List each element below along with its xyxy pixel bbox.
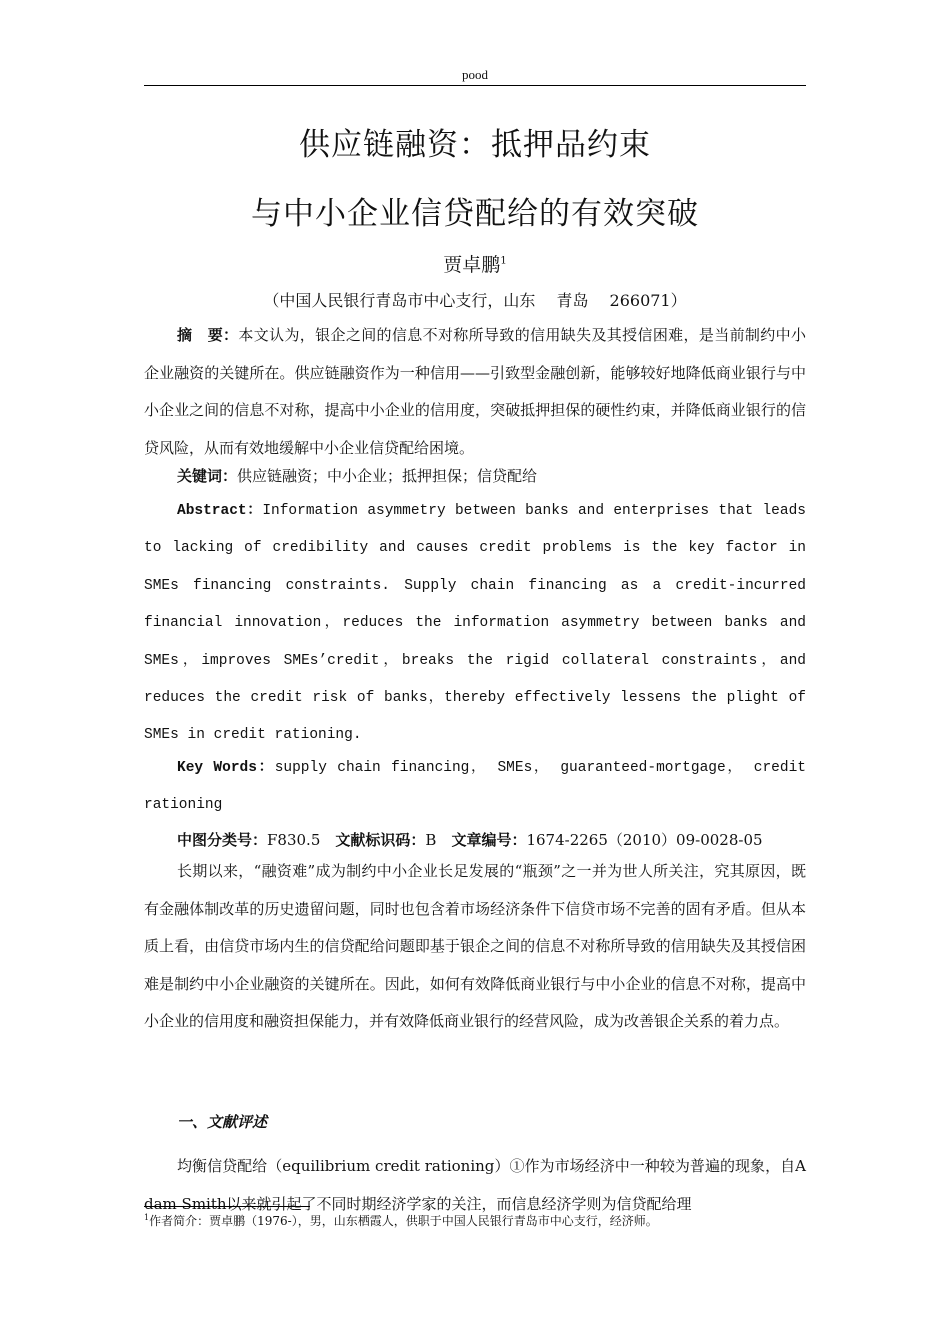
keywords-en-label: Key Words：	[177, 760, 275, 776]
title-line-2: 与中小企业信贷配给的有效突破	[251, 196, 699, 232]
keywords-en-text: supply chain financing， SMEs， guaranteed-mortgage， credit rationing	[144, 760, 806, 814]
keywords-zh-text: 供应链融资；中小企业；抵押担保；信贷配给	[237, 467, 538, 485]
footnote	[144, 1212, 806, 1229]
author-name: 贾卓鹏	[443, 254, 501, 276]
abstract-en-label: Abstract：	[177, 503, 263, 519]
keywords-en	[144, 750, 806, 825]
abstract-en-text: Information asymmetry between banks and enterprises that leads to lacking of credibility and causes credit problems is the key factor in SMEs financing constraints. Supply chain financing as a credit-incurred financial innovation，reduces the information asymmetry between banks and SMEs，improves SMEs’credit，breaks the rigid collateral constraints，and reduces the credit risk of banks，thereby effectively lessens the plight of SMEs in credit rationing.	[144, 503, 806, 744]
author	[144, 250, 806, 277]
article-number-value: 1674-2265（2010）09-0028-05	[526, 831, 763, 849]
abstract-zh-text: 本文认为，银企之间的信息不对称所导致的信用缺失及其授信困难，是当前制约中小企业融资的关键所在。供应链融资作为一种信用——引致型金融创新，能够较好地降低商业银行与中小企业之间的信息不对称，提高中小企业的信用度，突破抵押担保的硬性约束，并降低商业银行的信贷风险，从而有效地缓解中小企业信贷配给困境。	[144, 326, 806, 457]
body-paragraph-1: 长期以来，“融资难”成为制约中小企业长足发展的“瓶颈”之一并为世人所关注，究其原因，既有金融体制改革的历史遗留问题，同时也包含着市场经济条件下信贷市场不完善的固有矛盾。但从本质上看，由信贷市场内生的信贷配给问题即基于银企之间的信息不对称所导致的信用缺失及其授信困难是制约中小企业融资的关键所在。因此，如何有效降低商业银行与中小企业的信息不对称，提高中小企业的信用度和融资担保能力，并有效降低商业银行的经营风险，成为改善银企关系的着力点。	[144, 862, 806, 1031]
section-heading-1: 一、文献评述	[177, 1113, 268, 1131]
clc-value: F830.5	[267, 831, 321, 849]
footnote-text: 作者简介：贾卓鹏（1976-），男，山东栖霞人，供职于中国人民银行青岛市中心支行，经济师。	[149, 1214, 658, 1228]
abstract-zh-label: 摘 要：	[177, 326, 239, 344]
footnote-rule	[144, 1206, 310, 1207]
body-paragraph-2-text: 均衡信贷配给（equilibrium credit rationing）①作为市场经济中一种较为普遍的现象，自Adam Smith以来就引起了不同时期经济学家的关注，而信息经济学则为信贷配给理	[144, 1157, 806, 1213]
keywords-zh-label: 关键词：	[177, 467, 238, 485]
clc-label: 中图分类号：	[177, 831, 268, 849]
doc-code-label: 文献标识码：	[335, 831, 426, 849]
author-footnote-mark: 1	[500, 255, 507, 267]
header-rule	[144, 85, 806, 86]
running-header: pood	[462, 67, 488, 82]
footnote-mark: 1	[144, 1213, 150, 1222]
title-line-1: 供应链融资：抵押品约束	[299, 127, 651, 163]
keywords-zh	[144, 458, 806, 496]
abstract-en	[144, 493, 806, 755]
doc-code-value: B	[425, 831, 437, 849]
abstract-zh	[144, 317, 806, 467]
article-number-label: 文章编号：	[451, 831, 527, 849]
affiliation: （中国人民银行青岛市中心支行，山东 青岛 266071）	[263, 291, 687, 310]
